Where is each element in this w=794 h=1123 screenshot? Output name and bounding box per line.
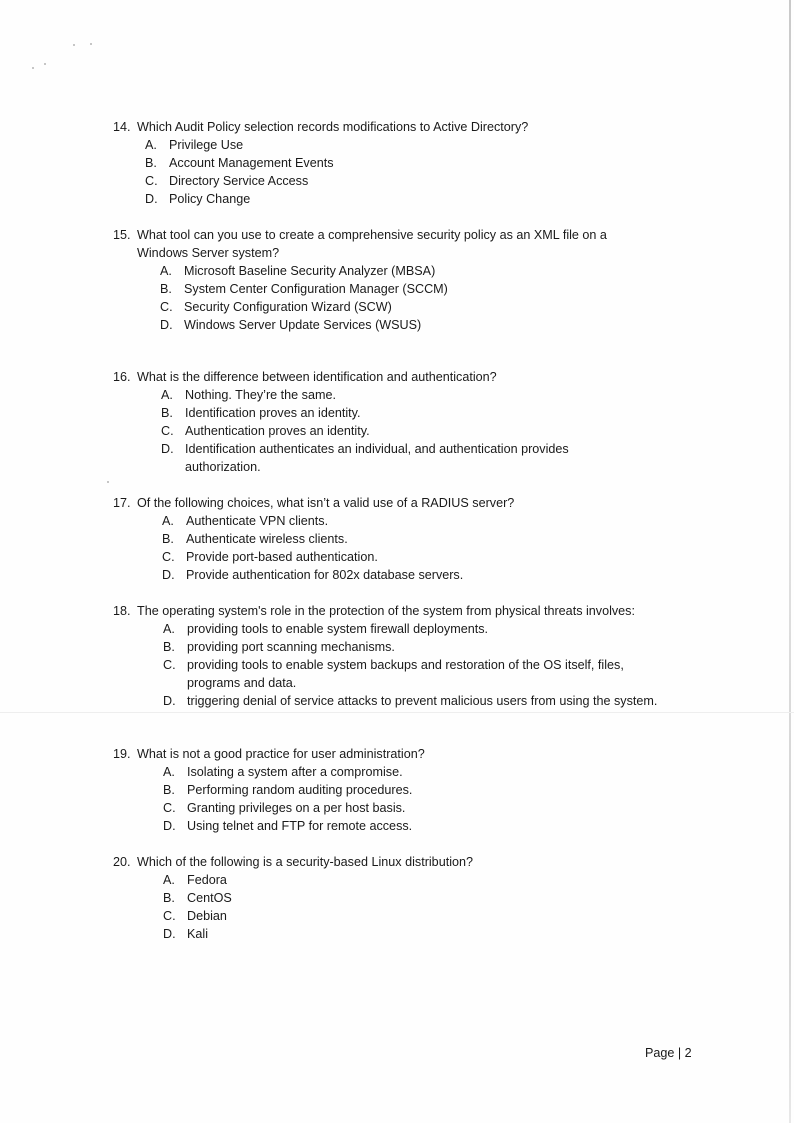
option-text: Debian (187, 909, 227, 923)
option-d (113, 817, 425, 835)
option-letter: A. (163, 873, 175, 887)
option-a (113, 620, 657, 638)
option-text: Kali (187, 927, 208, 941)
option-letter: C. (162, 550, 175, 564)
option-a (113, 763, 425, 781)
scan-speck (90, 43, 92, 45)
question-15 (113, 226, 607, 334)
option-letter: A. (163, 765, 175, 779)
question-17 (113, 494, 514, 584)
option-letter: A. (163, 622, 175, 636)
question-text: What is not a good practice for user administration? (137, 747, 425, 761)
question-text: Which of the following is a security-based Linux distribution? (137, 855, 474, 869)
question-number: 20. (113, 855, 131, 869)
option-c-continued: programs and data. (187, 676, 297, 690)
option-letter: B. (163, 891, 175, 905)
question-18 (113, 602, 657, 710)
option-d (113, 925, 473, 943)
option-c (113, 799, 425, 817)
option-text: providing tools to enable system backups and restoration of the OS itself, files, (187, 658, 624, 672)
option-text: providing tools to enable system firewall deployments. (187, 622, 489, 636)
option-text: Privilege Use (169, 138, 244, 152)
option-letter: C. (163, 909, 176, 923)
page-number: Page | 2 (645, 1046, 692, 1060)
option-b (113, 638, 657, 656)
option-letter: C. (160, 300, 173, 314)
question-number: 19. (113, 747, 131, 761)
option-letter: C. (163, 801, 176, 815)
option-c (113, 422, 569, 440)
option-a (113, 386, 569, 404)
option-b (113, 280, 607, 298)
option-letter: A. (162, 514, 174, 528)
option-text: Identification proves an identity. (185, 406, 361, 420)
question-text: What tool can you use to create a comprehensive security policy as an XML file on a (137, 228, 607, 242)
option-d (113, 190, 528, 208)
option-b (113, 781, 425, 799)
question-text: What is the difference between identification and authentication? (137, 370, 497, 384)
option-list (113, 512, 514, 584)
option-list (113, 763, 425, 835)
scan-speck (44, 63, 46, 65)
option-letter: C. (163, 658, 176, 672)
question-20 (113, 853, 473, 943)
option-text: Provide authentication for 802x database servers. (186, 568, 464, 582)
option-text: Nothing. They’re the same. (185, 388, 336, 402)
option-letter: B. (163, 640, 175, 654)
option-letter: A. (160, 264, 172, 278)
question-16 (113, 368, 569, 476)
option-text: Performing random auditing procedures. (187, 783, 413, 797)
option-a (113, 136, 528, 154)
scan-speck (73, 44, 75, 46)
option-text: providing port scanning mechanisms. (187, 640, 395, 654)
option-letter: D. (163, 819, 176, 833)
option-d (113, 566, 514, 584)
option-letter: C. (145, 174, 158, 188)
option-letter: D. (145, 192, 158, 206)
question-number: 14. (113, 120, 131, 134)
option-c (113, 656, 657, 674)
option-letter: B. (160, 282, 172, 296)
option-c (113, 907, 473, 925)
option-letter: D. (161, 442, 174, 456)
option-letter: A. (161, 388, 173, 402)
option-text: Authenticate wireless clients. (186, 532, 348, 546)
option-a (113, 871, 473, 889)
option-a (113, 262, 607, 280)
question-number: 16. (113, 370, 131, 384)
option-c (113, 548, 514, 566)
option-letter: D. (162, 568, 175, 582)
option-text: CentOS (187, 891, 232, 905)
question-text: Which Audit Policy selection records modifications to Active Directory? (137, 120, 529, 134)
option-text: Granting privileges on a per host basis. (187, 801, 406, 815)
option-text: Provide port-based authentication. (186, 550, 378, 564)
question-number: 17. (113, 496, 131, 510)
option-list (113, 871, 473, 943)
question-text-continued: Windows Server system? (137, 246, 280, 260)
option-d (113, 440, 569, 458)
option-letter: D. (160, 318, 173, 332)
option-letter: B. (162, 532, 174, 546)
option-text: Authentication proves an identity. (185, 424, 370, 438)
option-d (113, 692, 657, 710)
option-c (113, 298, 607, 316)
option-d (113, 316, 607, 334)
option-list (113, 386, 569, 476)
option-text: Fedora (187, 873, 227, 887)
option-list (113, 620, 657, 710)
option-text: Isolating a system after a compromise. (187, 765, 403, 779)
question-text: Of the following choices, what isn’t a valid use of a RADIUS server? (137, 496, 515, 510)
option-text: System Center Configuration Manager (SCCM) (184, 282, 448, 296)
option-text: Identification authenticates an individual, and authentication provides (185, 442, 569, 456)
option-letter: B. (163, 783, 175, 797)
scan-artifact-line (0, 712, 794, 713)
option-a (113, 512, 514, 530)
option-text: Using telnet and FTP for remote access. (187, 819, 413, 833)
question-14 (113, 118, 528, 208)
scan-speck (107, 481, 109, 483)
question-19 (113, 745, 425, 835)
option-letter: B. (161, 406, 173, 420)
option-letter: B. (145, 156, 157, 170)
option-letter: D. (163, 694, 176, 708)
option-text: Microsoft Baseline Security Analyzer (MBSA) (184, 264, 436, 278)
question-number: 15. (113, 228, 131, 242)
option-text: Policy Change (169, 192, 251, 206)
option-text: Windows Server Update Services (WSUS) (184, 318, 422, 332)
option-b (113, 404, 569, 422)
option-text: Authenticate VPN clients. (186, 514, 329, 528)
option-text: Directory Service Access (169, 174, 309, 188)
question-number: 18. (113, 604, 131, 618)
option-b (113, 154, 528, 172)
option-d-continued: authorization. (185, 460, 261, 474)
option-list (113, 262, 607, 334)
option-letter: A. (145, 138, 157, 152)
scan-speck (32, 67, 34, 69)
option-text: Account Management Events (169, 156, 334, 170)
question-text: The operating system's role in the protection of the system from physical threats involves: (137, 604, 635, 618)
scan-edge (789, 0, 791, 1123)
option-letter: D. (163, 927, 176, 941)
option-text: Security Configuration Wizard (SCW) (184, 300, 392, 314)
option-text: triggering denial of service attacks to prevent malicious users from using the system. (187, 694, 658, 708)
option-c (113, 172, 528, 190)
option-list (113, 136, 528, 208)
option-b (113, 889, 473, 907)
option-letter: C. (161, 424, 174, 438)
option-b (113, 530, 514, 548)
